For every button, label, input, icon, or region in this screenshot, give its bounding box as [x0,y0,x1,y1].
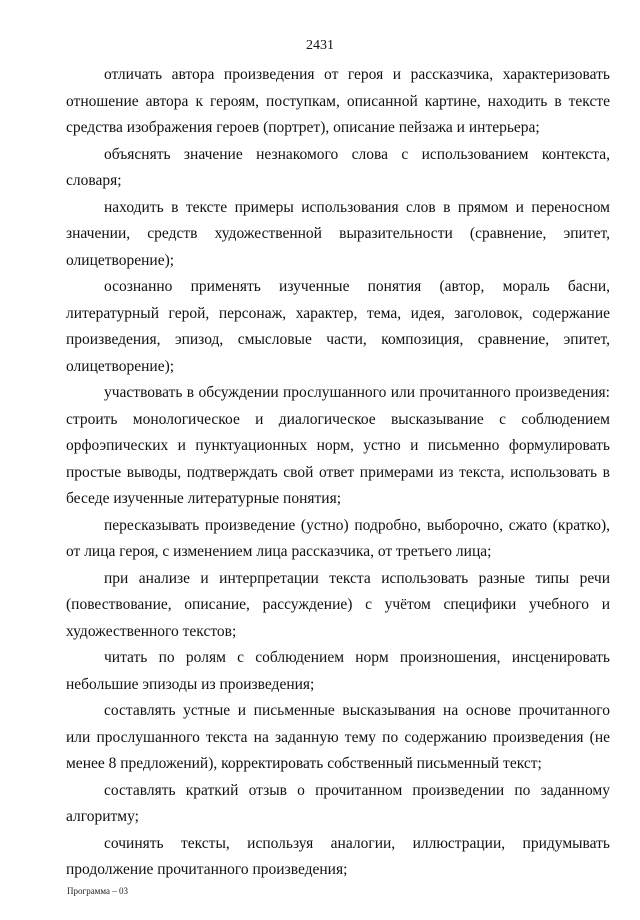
paragraph: составлять краткий отзыв о прочитанном произведении по заданному алгоритму; [66,781,610,825]
paragraph: находить в тексте примеры использования слов в прямом и переносном значении, средств художественной выразительности (сравнение, эпитет, олицетворение); [66,198,610,269]
paragraph: составлять устные и письменные высказывания на основе прочитанного или прослушанного текста на заданную тему по содержанию произведения (не менее 8 предложений), корректировать собственный письменный текст; [66,702,610,772]
paragraph: пересказывать произведение (устно) подробно, выборочно, сжато (кратко), от лица героя, с изменением лица рассказчика, от третьего лица; [66,516,610,560]
document-body [66,62,610,884]
paragraph: сочинять тексты, используя аналогии, иллюстрации, придумывать продолжение прочитанного произведения; [66,834,610,878]
footer-label: Программа – 03 [67,886,129,896]
page-number: 2431 [306,38,334,53]
paragraph: при анализе и интерпретации текста использовать разные типы речи (повествование, описание, рассуждение) с учётом специфики учебного и художественного текстов; [66,569,610,640]
paragraph: читать по ролям с соблюдением норм произношения, инсценировать небольшие эпизоды из произведения; [66,649,610,693]
paragraph: участвовать в обсуждении прослушанного или прочитанного произведения: строить монологическое и диалогическое высказывание с соблюдением орфоэпических и пунктуационных норм, устно и письменно формулировать простые выводы, подтверждать свой ответ примерами из текста, использовать в беседе изученные литературные понятия; [66,384,610,507]
paragraph: отличать автора произведения от героя и рассказчика, характеризовать отношение автора к героям, поступкам, описанной картине, находить в тексте средства изображения героев (портрет), описание пейзажа и интерьера; [66,66,610,136]
paragraph: осознанно применять изученные понятия (автор, мораль басни, литературный герой, персонаж, характер, тема, идея, заголовок, содержание произведения, эпизод, смысловые части, композиция, сравнение, эпитет, олицетворение); [66,278,610,375]
paragraph: объяснять значение незнакомого слова с использованием контекста, словаря; [66,145,610,189]
